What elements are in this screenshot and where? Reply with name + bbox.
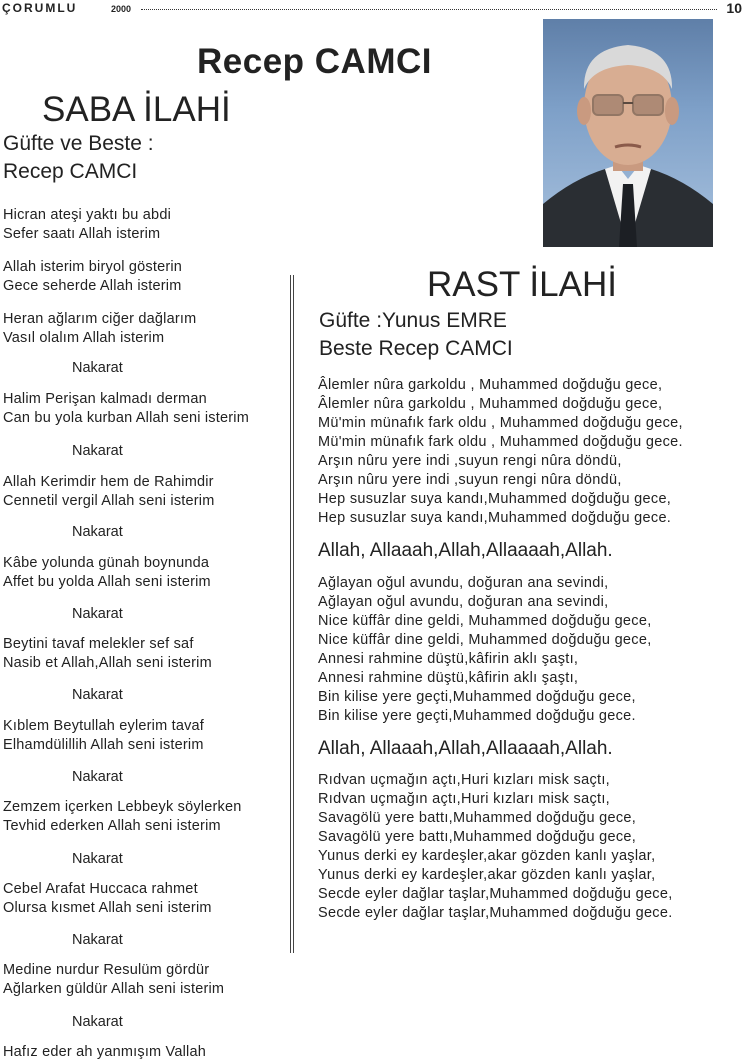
lyric-line: Rıdvan uçmağın açtı,Huri kızları misk saçtı,	[318, 772, 611, 788]
lyric-line: Bin kilise yere geçti,Muhammed doğduğu gece,	[318, 689, 636, 705]
running-header	[0, 0, 743, 16]
saba-stanza	[3, 554, 211, 592]
lyric-line: Hicran ateşi yaktı bu abdi	[3, 207, 172, 223]
rast-refrain: Allah, Allaaah,Allah,Allaaaah,Allah.	[318, 738, 613, 759]
lyric-line: Gece seherde Allah isterim	[3, 278, 182, 294]
refrain-label: Nakarat	[72, 932, 123, 948]
lyric-line: Cennetil vergil Allah seni isterim	[3, 493, 215, 509]
refrain-label: Nakarat	[72, 687, 123, 703]
saba-stanza	[3, 258, 182, 296]
saba-stanza	[3, 635, 212, 673]
rast-credit-line: Beste Recep CAMCI	[319, 337, 513, 360]
lyric-line: Nice küffâr dine geldi, Muhammed doğduğu gece,	[318, 632, 652, 648]
lyric-line: Hep susuzlar suya kandı,Muhammed doğduğu gece.	[318, 510, 672, 526]
lyric-line: Hafız eder ah yanmışım Vallah	[3, 1044, 206, 1060]
lyric-line: Ağlarken güldür Allah seni isterim	[3, 981, 225, 997]
saba-credit-line: Recep CAMCI	[3, 160, 138, 183]
lyric-line: Halim Perişan kalmadı derman	[3, 391, 207, 407]
lyric-line: Âlemler nûra garkoldu , Muhammed doğduğu gece,	[318, 396, 663, 412]
refrain-label: Nakarat	[72, 524, 123, 540]
lyric-line: Secde eyler dağlar taşlar,Muhammed doğduğu gece,	[318, 886, 673, 902]
lyric-line: Can bu yola kurban Allah seni isterim	[3, 410, 249, 426]
magazine-name: ÇORUMLU	[2, 1, 78, 15]
lyric-line: Annesi rahmine düştü,kâfirin aklı şaştı,	[318, 670, 579, 686]
column-divider	[290, 275, 294, 953]
lyric-line: Ağlayan oğul avundu, doğuran ana sevindi,	[318, 575, 609, 591]
lyric-line: Allah Kerimdir hem de Rahimdir	[3, 474, 214, 490]
saba-title: SABA İLAHİ	[42, 90, 231, 129]
lyric-line: Savagölü yere battı,Muhammed doğduğu gece,	[318, 810, 637, 826]
saba-stanza	[3, 961, 224, 999]
saba-stanza	[3, 473, 215, 511]
rast-stanza	[318, 376, 683, 528]
lyric-line: Sefer saatı Allah isterim	[3, 226, 161, 242]
lyric-line: Yunus derki ey kardeşler,akar gözden kanlı yaşlar,	[318, 848, 656, 864]
lyric-line: Ağlayan oğul avundu, doğuran ana sevindi,	[318, 594, 609, 610]
lyric-line: Heran ağlarım ciğer dağlarım	[3, 311, 197, 327]
refrain-label: Nakarat	[72, 606, 123, 622]
rast-refrain: Allah, Allaaah,Allah,Allaaaah,Allah.	[318, 540, 613, 561]
lyric-line: Zemzem içerken Lebbeyk söylerken	[3, 799, 242, 815]
rast-credit	[319, 307, 513, 363]
page-number: 10	[726, 0, 742, 16]
lyric-line: Allah isterim biryol gösterin	[3, 259, 183, 275]
lyric-line: Yunus derki ey kardeşler,akar gözden kanlı yaşlar,	[318, 867, 656, 883]
refrain-label: Nakarat	[72, 443, 123, 459]
lyric-line: Âlemler nûra garkoldu , Muhammed doğduğu gece,	[318, 377, 663, 393]
saba-stanza	[3, 798, 242, 836]
leader-dots	[141, 9, 717, 10]
lyric-line: Cebel Arafat Huccaca rahmet	[3, 881, 198, 897]
refrain-label: Nakarat	[72, 769, 123, 785]
lyric-line: Mü'min münafık fark oldu , Muhammed doğduğu gece.	[318, 434, 683, 450]
saba-credit-line: Güfte ve Beste :	[3, 132, 154, 155]
lyric-line: Kıblem Beytullah eylerim tavaf	[3, 718, 205, 734]
lyric-line: Elhamdülillih Allah seni isterim	[3, 737, 204, 753]
rast-title: RAST İLAHİ	[427, 265, 617, 304]
saba-credit	[3, 130, 154, 186]
lyric-line: Nasib et Allah,Allah seni isterim	[3, 655, 212, 671]
lyric-line: Hep susuzlar suya kandı,Muhammed doğduğu gece,	[318, 491, 672, 507]
saba-stanza	[3, 717, 204, 755]
lyric-line: Secde eyler dağlar taşlar,Muhammed doğduğu gece.	[318, 905, 673, 921]
rast-stanza	[318, 771, 673, 923]
lyric-line: Kâbe yolunda günah boynunda	[3, 555, 210, 571]
refrain-label: Nakarat	[72, 851, 123, 867]
lyric-line: Rıdvan uçmağın açtı,Huri kızları misk saçtı,	[318, 791, 611, 807]
refrain-label: Nakarat	[72, 1014, 123, 1030]
lyric-line: Bin kilise yere geçti,Muhammed doğduğu gece.	[318, 708, 636, 724]
lyric-line: Vasıl olalım Allah isterim	[3, 330, 165, 346]
issue-year: 2000	[111, 4, 132, 14]
saba-stanza	[3, 206, 171, 244]
refrain-label: Nakarat	[72, 360, 123, 376]
lyric-line: Mü'min münafık fark oldu , Muhammed doğduğu gece,	[318, 415, 683, 431]
author-photo	[543, 19, 713, 247]
lyric-line: Medine nurdur Resulüm gördür	[3, 962, 210, 978]
saba-stanza	[3, 390, 249, 428]
lyric-line: Arşın nûru yere indi ,suyun rengi nûra döndü,	[318, 453, 622, 469]
lyric-line: Savagölü yere battı,Muhammed doğduğu gece,	[318, 829, 637, 845]
saba-stanza	[3, 880, 212, 918]
saba-stanza	[3, 1043, 206, 1062]
lyric-line: Tevhid ederken Allah seni isterim	[3, 818, 221, 834]
rast-stanza	[318, 574, 652, 726]
lyric-line: Annesi rahmine düştü,kâfirin aklı şaştı,	[318, 651, 579, 667]
lyric-line: Olursa kısmet Allah seni isterim	[3, 900, 212, 916]
lyric-line: Affet bu yolda Allah seni isterim	[3, 574, 211, 590]
lyric-line: Nice küffâr dine geldi, Muhammed doğduğu gece,	[318, 613, 652, 629]
saba-stanza	[3, 310, 196, 348]
lyric-line: Beytini tavaf melekler sef saf	[3, 636, 194, 652]
lyric-line: Arşın nûru yere indi ,suyun rengi nûra döndü,	[318, 472, 622, 488]
author-heading: Recep CAMCI	[197, 42, 432, 81]
portrait-illustration	[543, 19, 713, 247]
rast-credit-line: Güfte :Yunus EMRE	[319, 309, 507, 332]
